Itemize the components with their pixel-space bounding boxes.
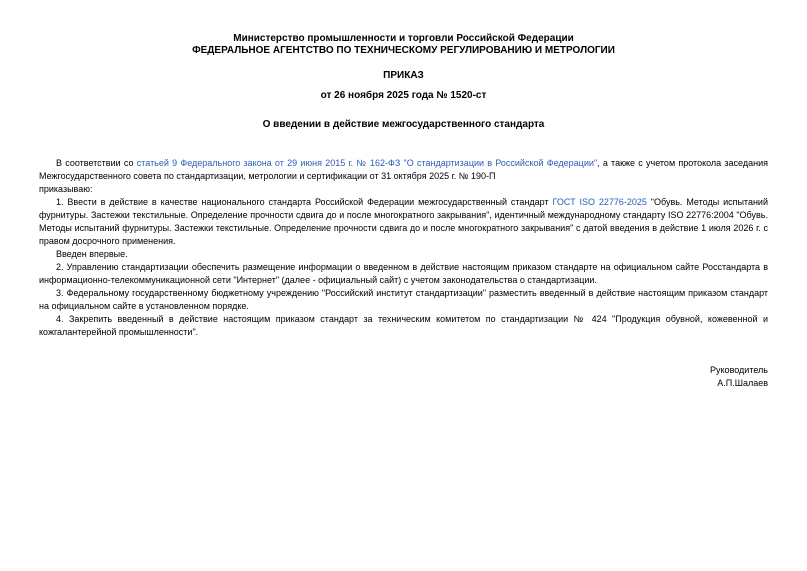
signature-block — [39, 364, 768, 390]
doc-title: О введении в действие межгосударственного стандарта — [262, 119, 545, 130]
item-4-paragraph: 4. Закрепить введенный в действие настоящим приказом стандарт за техническим комитетом по стандартизации № 424 "Продукция обувной, кожевенной и кожгалантерейной промышленности". — [39, 314, 768, 337]
preamble-tail: , а также с учетом протокола заседания Межгосударственного совета по стандартизации, метрологии и сертификации от 31 октября 2025 г. № 190-П — [39, 158, 768, 181]
item-1-before-link: 1. Ввести в действие в качестве национального стандарта Российской Федерации межгосударственный стандарт — [56, 197, 553, 207]
item-1-after-link: "Обувь. Методы испытаний фурнитуры. Застежки текстильные. Определение прочности сдвига до и после многократного закрывания", идентичный международному стандарту ISO 22776:2004 "Обувь. Методы испытаний фурнитуры. Застежки текстильные. Определение прочности сдвига до и после многократного закрывания" с датой введения в действие 1 июля 2026 г. с правом досрочного применения. — [39, 197, 768, 246]
signature-position: Руководитель — [710, 365, 768, 375]
preamble-paragraph — [39, 157, 768, 183]
first-time-note: Введен впервые. — [56, 249, 128, 259]
agency-line: ФЕДЕРАЛЬНОЕ АГЕНТСТВО ПО ТЕХНИЧЕСКОМУ РЕГУЛИРОВАНИЮ И МЕТРОЛОГИИ — [192, 45, 615, 56]
ministry-line: Министерство промышленности и торговли Российской Федерации — [233, 33, 574, 44]
doc-type-heading: ПРИКАЗ — [383, 70, 424, 81]
item-3-paragraph: 3. Федеральному государственному бюджетному учреждению "Российский институт стандартизации" разместить введенный в действие настоящим приказом стандарт на официальном сайте в установленном порядке. — [39, 288, 768, 311]
signature-name: А.П.Шалаев — [717, 378, 768, 388]
gost-standard-link[interactable]: ГОСТ ISO 22776-2025 — [552, 197, 647, 207]
order-word: приказываю: — [39, 184, 93, 194]
federal-law-link[interactable]: статьей 9 Федерального закона от 29 июня 2015 г. № 162-ФЗ "О стандартизации в Российской Федерации" — [136, 158, 598, 168]
doc-date-number: от 26 ноября 2025 года № 1520-ст — [320, 90, 487, 101]
item-2-paragraph: 2. Управлению стандартизации обеспечить размещение информации о введенном в действие настоящим приказом стандарте на официальном сайте Росстандарта в информационно-телекоммуникационной сети "Интернет" (далее - официальный сайт) с учетом законодательства о стандартизации. — [39, 262, 768, 285]
document-body — [39, 157, 768, 390]
preamble-lead: В соответствии со — [56, 158, 137, 168]
item-1-paragraph — [39, 196, 768, 248]
